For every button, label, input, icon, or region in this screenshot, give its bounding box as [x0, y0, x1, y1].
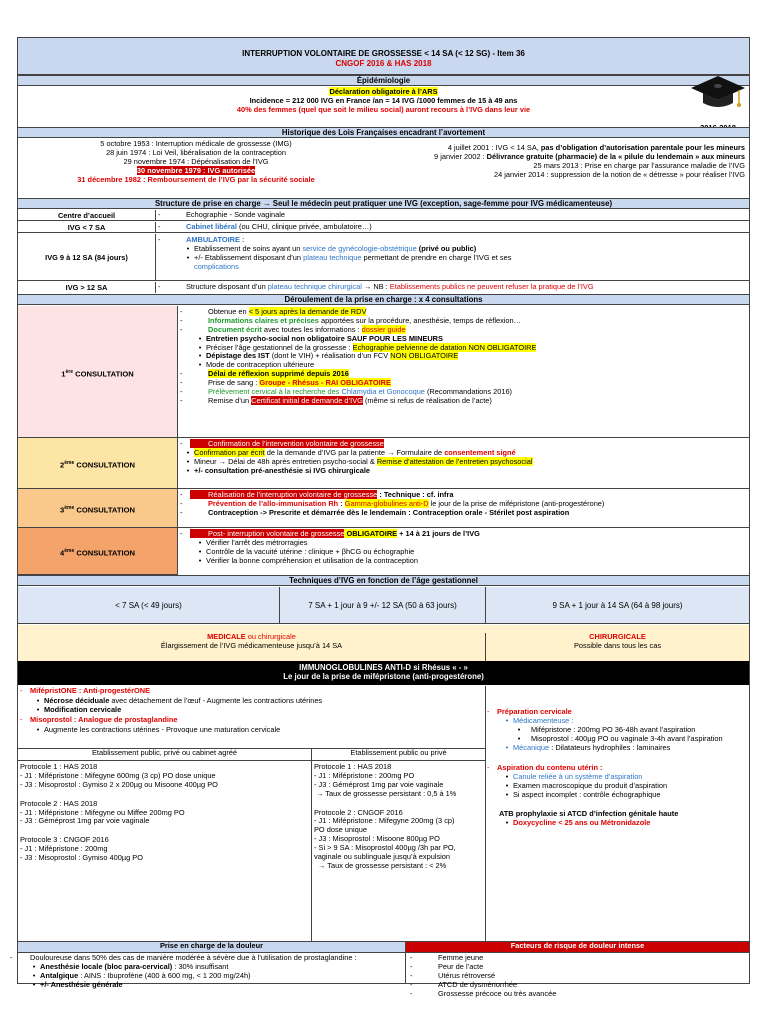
consultation-label-text: CONSULTATION — [76, 548, 135, 558]
protocol-block — [312, 761, 485, 801]
history-date: 9 janvier 2002 : — [434, 151, 487, 161]
history-item: 5 octobre 1953 : Interruption médicale de grossesse (IMG) — [100, 139, 292, 148]
pain-item-key: Anesthésie locale (bloc para-cervical) — [40, 961, 173, 971]
consultation-number: 2 — [59, 460, 65, 470]
techniques-band: Techniques d’IVG en fonction de l’âge gestationnel — [18, 575, 749, 586]
age-col-1: < 7 SA (< 49 jours) — [18, 587, 280, 624]
structure-row — [18, 210, 749, 221]
consultation-3-content — [178, 489, 749, 528]
c4-bullet: Contrôle de la vacuité utérine : clinique + βhCG ou échographie — [206, 546, 415, 556]
c1-text: (même si refus de réalisation de l’acte) — [362, 395, 492, 405]
ambulatoire-item: (privé ou public) — [416, 243, 477, 253]
protocol-line: - J3 : Misoprostol : Misoone 800µg PO — [314, 834, 440, 844]
protocols-right-head: Etablissement public ou privé — [312, 749, 485, 761]
c3-text: : Technique : cf. infra — [377, 490, 454, 499]
techniques-columns — [18, 587, 749, 624]
mifepristone-head: MifépristONE : Anti-progestérONE — [30, 686, 151, 695]
pain-item: : AINS : Ibuprofène (400 à 600 mg, < 1 200 mg/24h) — [78, 970, 251, 980]
cervical-prep-medic: Médicamenteuse : — [513, 715, 574, 725]
c1-bullet: Entretien psycho-social non obligatoire SAUF POUR LES MINEURS — [206, 333, 443, 343]
consultation-number: 1 — [61, 369, 66, 379]
aspiration-item: Examen macroscopique du produit d’aspiration — [513, 781, 668, 791]
consultation-2-label — [18, 438, 178, 489]
deroulement-band: Déroulement de la prise en charge : x 4 consultations — [18, 294, 749, 305]
structure-row-key: plateau technique chirurgical — [267, 282, 362, 291]
c4-highlight: Post- interruption volontaire de grossesse — [190, 529, 344, 538]
declaration-text: Déclaration obligatoire à l’ARS — [329, 87, 438, 96]
pain-item: : 30% insuffisant — [172, 961, 229, 971]
incidence-text: Incidence = 212 000 IVG en France /an = 14 IVG /1000 femmes de 15 à 49 ans — [249, 95, 518, 105]
protocol-line: vaginale ou sublinguale jusqu’à expulsion — [314, 851, 451, 861]
risk-band: Facteurs de risque de douleur intense — [406, 942, 749, 953]
protocol-line: - J1 : Mifépristone : Mifegyne ou Miffee 200mg PO — [20, 807, 185, 817]
protocol-title: Protocole 2 : HAS 2018 — [20, 798, 98, 808]
surgical-note: Possible dans tous les cas — [573, 640, 662, 650]
c4-bullet: Vérifier la bonne compréhension et utilisation de la contraception — [206, 555, 418, 565]
c1-highlight: NON OBLIGATOIRE — [390, 351, 459, 361]
structure-row-text: Structure disposant d’un — [186, 282, 268, 291]
protocol-line: - J1 : Mifépristone : Mifegyne 200mg (3 cp) — [314, 816, 455, 826]
protocols-left-head: Etablissement public, privé ou cabinet agréé — [18, 749, 311, 761]
protocol-title: Protocole 2 : CNGOF 2016 — [314, 807, 403, 817]
document-page — [17, 37, 750, 998]
c2-highlight: Confirmation par écrit — [194, 447, 265, 457]
structure-row — [18, 234, 749, 281]
structure-row-note: Etablissements publics ne peuvent refuser la pratique de l’IVG — [389, 282, 594, 291]
protocol-block — [312, 801, 485, 873]
history-left — [18, 139, 374, 197]
protocol-line: PO dose unique — [314, 825, 368, 835]
risk-item: Utérus rétroversé — [438, 970, 496, 980]
consultation-4-content — [178, 528, 749, 575]
surgical-panel — [487, 686, 749, 941]
structure-band: Structure de prise en charge → Seul le médecin peut pratiquer une IVG (exception, sage-femme pour IVG médicamenteuse) — [18, 198, 749, 209]
mife-effect: avec détachement de l’œuf - Augmente les contractions utérines — [109, 695, 323, 705]
c1-key: Informations claires et précises — [208, 315, 319, 325]
history-detail: Délivrance gratuite (pharmacie) de la « pilule du lendemain » aux mineurs — [486, 151, 745, 161]
cervical-prep-head: Préparation cervicale — [497, 707, 572, 716]
antibiotic-item: Doxycycline < 25 ans ou Métronidazole — [513, 817, 651, 827]
immunoglobulin-banner — [18, 661, 749, 685]
c1-bullet: Dépistage des IST — [206, 351, 270, 361]
aspiration-item: Canule reliée à un système d’aspiration — [513, 772, 643, 782]
protocol-block — [18, 792, 311, 829]
protocol-line: - J1 : Mifépristone : 200mg — [20, 844, 108, 854]
protocol-line: - J3 : Misoprostol : Gymiso 2 x 200µg ou Misoone 400µg PO — [20, 779, 218, 789]
consultation-4-label — [18, 528, 178, 575]
history-item-highlight: 30 novembre 1979 : IVG autorisée — [136, 165, 256, 175]
c1-text: Obtenue en — [208, 307, 249, 316]
consultation-3-label — [18, 489, 178, 528]
consultation-ordinal: ème — [64, 460, 75, 466]
miso-effect: Augmente les contractions utérines - Provoque une maturation cervicale — [44, 724, 281, 734]
pain-content — [18, 952, 406, 989]
pain-item-key: +/- Anesthésie générale — [40, 979, 123, 989]
consultation-label-text: CONSULTATION — [76, 505, 135, 515]
mife-effect: Modification cervicale — [44, 704, 122, 714]
c3-text: Contraception -> Prescrite et démarrée dès le lendemain : Contraception orale - Stérilet post aspiration — [208, 507, 570, 517]
c2-text: de la demande d’IVG par la patiente → Formulaire de — [264, 447, 445, 457]
consultation-2-content — [178, 438, 749, 489]
structure-row — [18, 282, 749, 293]
c2-highlight: Confirmation de l’intervention volontaire de grossesse — [190, 439, 384, 448]
structure-row-label: IVG > 12 SA — [18, 282, 156, 293]
structure-row-label: Centre d’accueil — [18, 210, 156, 221]
document-header — [18, 38, 749, 75]
risk-item: Grossesse précoce ou très avancée — [438, 988, 557, 998]
ambulatoire-item: permettant de prendre en charge l’IVG et ses — [361, 252, 512, 262]
c2-key: consentement signé — [444, 447, 516, 457]
risk-content — [406, 952, 749, 998]
pain-band: Prise en charge de la douleur — [18, 942, 406, 953]
history-item: 28 juin 1974 : Loi Veil, libéralisation de la contraception — [106, 147, 286, 157]
consultation-ordinal: ère — [65, 369, 73, 375]
c3-text: le jour de la prise de mifépristone (anti-progestérone) — [428, 498, 605, 508]
c1-text: Remise d’un — [208, 395, 252, 405]
risk-item: ATCD de dysménorrhée — [438, 979, 518, 989]
pain-bands — [18, 941, 749, 952]
age-col-2: 7 SA + 1 jour à 9 +/- 12 SA (50 à 63 jours) — [280, 587, 486, 624]
c4-highlight: OBLIGATOIRE — [344, 529, 398, 538]
protocol-block — [18, 828, 311, 865]
c1-key: Document écrit — [208, 324, 262, 334]
ambulatoire-item: +/- Etablissement disposant d’un — [194, 252, 304, 262]
medical-extension: Élargissement de l’IVG médicamenteuse jusqu’à 14 SA — [160, 640, 343, 650]
consultation-label-text: CONSULTATION — [75, 369, 134, 379]
cervical-prep-item: : Dilatateurs hydrophiles : laminaires — [549, 742, 671, 752]
surgical-label: CHIRURGICALE — [589, 632, 646, 641]
protocol-title: Protocole 1 : HAS 2018 — [314, 762, 392, 771]
consultation-label-text: CONSULTATION — [76, 460, 135, 470]
protocol-line: - J3 : Misoprostol : Gymiso 400µg PO — [20, 853, 143, 862]
protocols-right — [312, 748, 485, 941]
history-item: 29 novembre 1974 : Dépénalisation de l’IVG — [123, 156, 269, 166]
c3-key: Prévention de l’allo-immunisation Rh : — [208, 498, 345, 508]
cervical-prep-item: Misoprostol : 400µg PO ou vaginale 3-4h avant l’aspiration — [531, 733, 723, 743]
protocol-line: → Taux de grossesse persistant : < 2% — [318, 860, 447, 870]
ambulatoire-item-key: service de gynécologie-obstétrique — [302, 243, 417, 253]
c1-text: Prise de sang : — [208, 378, 260, 387]
structure-row-label: IVG 9 à 12 SA (84 jours) — [18, 234, 156, 281]
history-detail: pas d’obligation d’autorisation parentale pour les mineurs — [540, 143, 745, 152]
protocol-line: → Taux de grossesse persistant : 0,5 à 1% — [316, 788, 457, 798]
ambulatoire-item-key: complications — [194, 261, 239, 271]
ambulatoire-item-key: plateau technique — [303, 252, 362, 262]
medical-label: MEDICALE — [207, 632, 246, 641]
c1-highlight: Groupe - Rhésus - RAI OBLIGATOIRE — [259, 378, 391, 387]
ambulatoire-head: AMBULATOIRE : — [186, 235, 245, 244]
risk-item: Peur de l’acte — [438, 961, 484, 971]
protocol-block — [18, 761, 311, 792]
c1-highlight: < 5 jours après la demande de RDV — [248, 307, 367, 316]
history-date: 4 juillet 2001 : IVG < 14 SA, — [447, 143, 541, 152]
protocol-line: - Si > 9 SA : Misoprostol 400µg /3h par PO, — [314, 843, 456, 852]
medical-panel — [18, 686, 486, 941]
structure-row-text2: (ou CHU, clinique privée, ambulatoire…) — [236, 222, 372, 231]
misoprostol-head: Misoprostol : Analogue de prostaglandine — [30, 714, 178, 724]
pain-item-key: Antalgique — [40, 970, 79, 980]
medical-method — [18, 633, 486, 661]
cervical-prep-mech: Mécanique — [513, 742, 550, 752]
c1-key: Chlamydia et Gonocoque — [341, 386, 425, 396]
risk-item: Femme jeune — [438, 953, 484, 962]
immuno-line-1: IMMUNOGLOBULINES ANTI-D si Rhésus « - » — [299, 663, 468, 672]
structure-row-text: Cabinet libéral — [186, 222, 237, 231]
structure-row-text: → NB : — [361, 282, 390, 291]
epidemiology-section — [18, 87, 749, 126]
protocol-line: - J1 : Mifépristone : 200mg PO — [314, 770, 415, 780]
protocol-line: - J1 : Mifépristone : Mifegyne 600mg (3 cp) PO dose unique — [20, 770, 216, 780]
protocol-line: - J3 : Géméprost 1mg par voie vaginale — [20, 816, 150, 826]
consultation-1-label — [18, 306, 178, 438]
protocols-left — [18, 748, 312, 941]
epidemiology-band: Épidémiologie — [18, 75, 749, 86]
techniques-methods — [18, 625, 749, 661]
consultation-number: 3 — [59, 505, 65, 515]
age-col-3: 9 SA + 1 jour à 14 SA (64 à 98 jours) — [552, 601, 683, 610]
aspiration-head: Aspiration du contenu utérin : — [497, 763, 603, 773]
protocol-title: Protocole 3 : CNGOF 2016 — [20, 835, 109, 845]
protocol-line: - J3 : Géméprost 1mg par voie vaginale — [314, 779, 444, 789]
consultation-number: 4 — [59, 548, 65, 558]
history-date: 25 mars 2013 : Prise en charge par l’assurance maladie de l’IVG — [533, 160, 745, 170]
history-band: Historique des Lois Françaises encadrant l’avortement — [18, 127, 749, 138]
c2-highlight: Remise d’attestation de l’entretien psychosocial — [376, 456, 533, 466]
ambulatoire-item: Etablissement de soins ayant un — [194, 243, 303, 253]
c1-bullet: Préciser l’âge gestationnel de la grossesse : — [206, 342, 353, 352]
c1-highlight: Délai de réflexion supprimé depuis 2016 — [208, 369, 349, 379]
structure-row — [18, 222, 749, 233]
mife-effect: Nécrose déciduale — [44, 695, 110, 705]
c1-highlight: Echographie pelvienne de datation NON OBLIGATOIRE — [352, 342, 537, 352]
c1-text: apportées sur la procédure, anesthésie, temps de réflexion… — [318, 315, 522, 325]
history-item: 31 décembre 1982 : Remboursement de l’IVG par la sécurité sociale — [77, 174, 315, 184]
c1-bullet: (dont le VIH) + réalisation d’un FCV — [269, 351, 391, 361]
consultation-ordinal: ème — [64, 505, 75, 511]
graduation-cap-icon — [689, 72, 747, 134]
c2-text: Mineur → Délai de 48h après entretien psycho-social & — [194, 456, 377, 466]
document-reference: CNGOF 2016 & HAS 2018 — [335, 58, 432, 68]
immuno-line-2: Le jour de la prise de mifépristone (anti-progestérone) — [283, 672, 484, 682]
surgical-method — [486, 633, 749, 651]
c1-highlight: dossier guide — [361, 324, 406, 334]
c1-text: avec toutes les informations : — [261, 324, 362, 334]
history-date: 24 janvier 2014 : suppression de la notion de « détresse » pour réaliser l’IVG — [493, 169, 745, 179]
c1-key: Prélèvement cervical à la recherche des — [208, 386, 342, 396]
structure-row-text: Echographie - Sonde vaginale — [186, 210, 286, 219]
medical-label-suffix: ou chirurgicale — [245, 632, 296, 641]
pain-intro: Douloureuse dans 50% des cas de manière modérée à sévère due à l’utilisation de prostaglandine : — [30, 953, 357, 962]
consultation-1-content — [178, 306, 749, 438]
antibiotic-head: ATB prophylaxie si ATCD d’infection génitale haute — [499, 808, 679, 818]
women-stat-text: 40% des femmes (quel que soit le milieu social) auront recours à l’IVG dans leur vie — [236, 104, 531, 114]
history-right — [374, 144, 745, 196]
aspiration-item: Si aspect incomplet : contrôle échographique — [513, 790, 661, 799]
c3-highlight: Gamma-globulines anti-D — [344, 498, 429, 508]
c1-bullet: Mode de contraception ultérieure — [206, 360, 315, 370]
c2-text: +/- consultation pré-anesthésie si IVG chirurgicale — [194, 465, 370, 475]
consultation-ordinal: ème — [64, 548, 75, 554]
c1-text: (Recommandations 2016) — [424, 386, 513, 396]
c3-highlight: Réalisation de l’interruption volontaire de grossesse — [190, 490, 377, 499]
document-title: INTERRUPTION VOLONTAIRE DE GROSSESSE < 14 SA (< 12 SG) - Item 36 — [242, 49, 525, 58]
cervical-prep-item: Mifépristone : 200mg PO 36-48h avant l’aspiration — [531, 724, 696, 734]
c4-bullet: Vérifier l’arrêt des métrorragies — [206, 537, 308, 547]
c4-text: + 14 à 21 jours de l’IVG — [397, 529, 480, 538]
protocol-title: Protocole 1 : HAS 2018 — [20, 762, 98, 771]
structure-row-label: IVG < 7 SA — [18, 222, 156, 233]
c1-highlight: Certificat initial de demande d’IVG — [251, 395, 363, 405]
